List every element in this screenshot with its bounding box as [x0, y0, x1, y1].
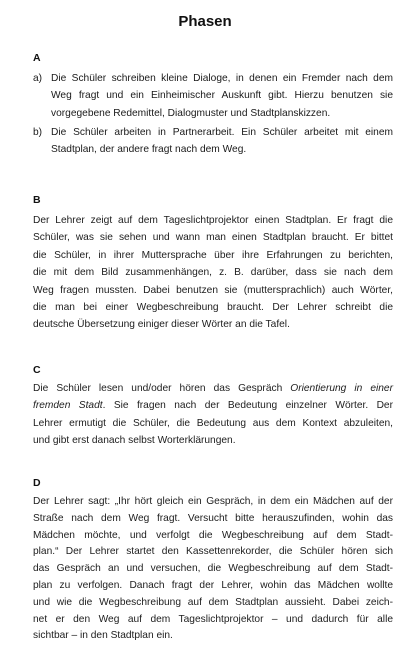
section-c-paragraph [33, 380, 393, 450]
text-line: vorgegebene Redemittel, Dialogmuster und Stadtplanskizzen. [51, 107, 331, 119]
section-b-heading: B [33, 194, 41, 206]
text-line: net er den Weg auf dem Tageslichtprojektor – und dadurch für alle [33, 613, 393, 625]
text-line: deutsche Übersetzung einiger dieser Wörter an die Tafel. [33, 319, 290, 331]
text-line: sichtbar – in den Stadtplan ein. [33, 630, 173, 642]
text-run: . Sie fragen nach der Bedeutung einzelner Wörter. Der [102, 400, 393, 412]
text-line: die Schüler, in ihrer Muttersprache über ihre Erfahrungen zu berichten, [33, 249, 393, 261]
text-line: die mit dem Bild zusammenhängen, z. B. darüber, dass sie nach dem [33, 267, 393, 279]
section-c-heading: C [33, 364, 41, 376]
list-item-text [51, 124, 393, 159]
text-line: Straße nach dem Weg fragt. Versucht bitte herauszufinden, wohin das [33, 512, 393, 524]
article-title-italic: fremden Stadt [33, 400, 103, 412]
section-a-item-b [33, 124, 393, 162]
text-line: das Gespräch an und versuchen, die Wegbeschreibung auf dem Stadt- [33, 563, 393, 575]
article-title-italic: Orientierung in einer [290, 383, 393, 394]
list-marker: b) [33, 127, 43, 138]
text-line: Mädchen möchte, und verfolgt die Wegbeschreibung auf dem Stadt- [33, 529, 393, 541]
page-title: Phasen [178, 13, 232, 30]
section-d-paragraph [33, 494, 393, 645]
text-line: Die Schüler schreiben kleine Dialoge, in denen ein Fremder nach dem [51, 73, 393, 84]
list-marker: a) [33, 73, 43, 84]
list-item-text [51, 70, 393, 122]
section-b-paragraph [33, 212, 393, 334]
text-line: Der Lehrer sagt: „Ihr hört gleich ein Gespräch, in dem ein Mädchen auf der [33, 496, 393, 507]
text-line: die man bei einer Wegbeschreibung braucht. Der Lehrer schreibt die [33, 302, 393, 314]
text-line: und wie die Wegbeschreibung auf dem Stadtplan aussieht. Dabei zeich- [33, 596, 393, 608]
text-line: und gibt erst danach selbst Worterklärungen. [33, 435, 236, 447]
text-line: Lehrer ermutigt die Schüler, die Bedeutung aus dem Kontext abzuleiten, [33, 417, 393, 429]
section-d-heading: D [33, 477, 41, 489]
text-line: plan.“ Der Lehrer startet den Kassettenrekorder, die Schüler hören sich [33, 546, 393, 558]
text-line: Stadtplan, der andere fragt nach dem Weg. [51, 144, 247, 156]
text-line: Die Schüler arbeiten in Partnerarbeit. Ein Schüler arbeitet mit einem [51, 127, 393, 138]
section-a-item-a [33, 70, 393, 126]
section-a-heading: A [33, 52, 41, 64]
text-line: Weg fragt und ein Einheimischer Auskunft gibt. Hierzu benutzen sie [51, 90, 393, 102]
text-line: Weg fragen mussten. Dabei benutzen sie (muttersprachlich) auch Wörter, [33, 284, 393, 296]
text-run: Die Schüler lesen und/oder hören das Gespräch [33, 383, 291, 394]
text-line: plan zu verfolgen. Danach fragt der Lehrer, wohin das Mädchen wollte [33, 579, 393, 591]
text-line [33, 380, 393, 397]
text-line: Schüler, was sie sehen und wann man einen Stadtplan braucht. Er bittet [33, 232, 393, 244]
text-line [33, 397, 393, 414]
text-line: Der Lehrer zeigt auf dem Tageslichtprojektor einen Stadtplan. Er fragt die [33, 215, 393, 226]
